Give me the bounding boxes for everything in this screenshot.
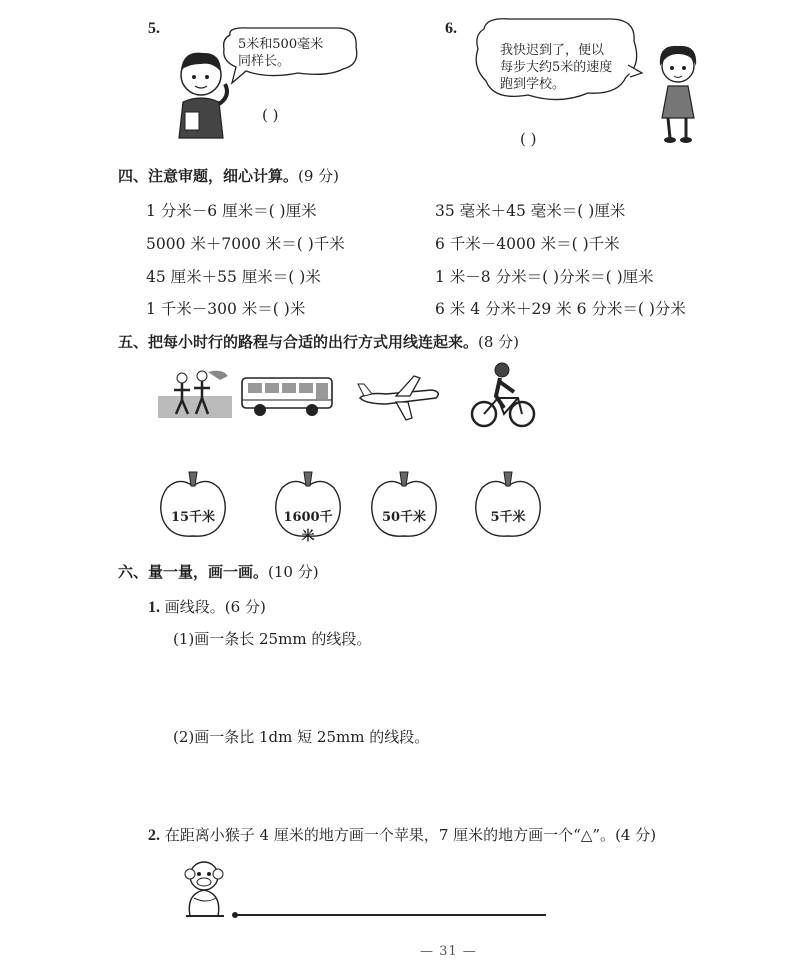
q1-sub1: (1)画一条长 25mm 的线段。: [173, 630, 372, 648]
section-6-heading: [118, 561, 319, 582]
section-5-heading: [118, 331, 519, 352]
airplane-icon: [356, 372, 442, 424]
answer-blank-5[interactable]: ( ): [262, 106, 279, 124]
section-5-title: 五、把每小时行的路程与合适的出行方式用线连起来。: [118, 333, 479, 351]
page-number: — 31 —: [420, 944, 477, 959]
q2-text: 在距离小猴子 4 厘米的地方画一个苹果，7 厘米的地方画一个“△”。: [164, 826, 616, 844]
q2-score: (4 分): [615, 826, 657, 844]
apple-label[interactable]: 50千米: [381, 510, 427, 525]
section-5-score: (8 分): [478, 333, 520, 351]
monkey-illustration: [176, 858, 236, 922]
q1-number: 1.: [148, 599, 160, 616]
section-6-q2: [148, 824, 656, 845]
bus-icon: [240, 374, 336, 418]
q1-sub2: (2)画一条比 1dm 短 25mm 的线段。: [173, 728, 430, 746]
calc-item[interactable]: 5000 米＋7000 米＝( )千米: [146, 235, 345, 253]
section-4-score: (9 分): [298, 167, 340, 185]
apple-label[interactable]: 5千米: [490, 510, 526, 525]
walking-icon: [158, 366, 232, 418]
speech-bubble-5-text: 5米和500毫米 同样长。: [238, 37, 324, 69]
bicycle-icon: [470, 360, 536, 430]
answer-blank-6[interactable]: ( ): [520, 130, 537, 148]
section-6-title: 六、量一量，画一画。: [118, 563, 269, 581]
q1-score: (6 分): [224, 598, 266, 616]
girl-illustration: [648, 38, 708, 146]
section-6-q1: [148, 596, 266, 617]
question-5-number: 5.: [148, 20, 160, 37]
speech-bubble-6-text: 我快迟到了，便以 每步大约5米的速度 跑到学校。: [500, 43, 613, 92]
calc-item[interactable]: 6 千米－4000 米＝( )千米: [435, 235, 620, 253]
section-6-score: (10 分): [268, 563, 319, 581]
drawing-line[interactable]: [230, 910, 550, 920]
q1-text: 画线段。: [164, 598, 225, 616]
calc-item[interactable]: 1 米－8 分米＝( )分米＝( )厘米: [435, 268, 654, 286]
calc-item[interactable]: 45 厘米＋55 厘米＝( )米: [146, 268, 321, 286]
apple-label[interactable]: 15千米: [170, 510, 216, 525]
section-4-heading: [118, 165, 339, 186]
apple-label[interactable]: 1600千米: [283, 510, 333, 544]
calc-item[interactable]: 35 毫米＋45 毫米＝( )厘米: [435, 202, 626, 220]
calc-item[interactable]: 1 千米－300 米＝( )米: [146, 300, 306, 318]
question-6-number: 6.: [445, 20, 457, 37]
calc-item[interactable]: 1 分米－6 厘米＝( )厘米: [146, 202, 317, 220]
calc-item[interactable]: 6 米 4 分米＋29 米 6 分米＝( )分米: [435, 300, 686, 318]
q2-number: 2.: [148, 827, 160, 844]
section-4-title: 四、注意审题，细心计算。: [118, 167, 299, 185]
